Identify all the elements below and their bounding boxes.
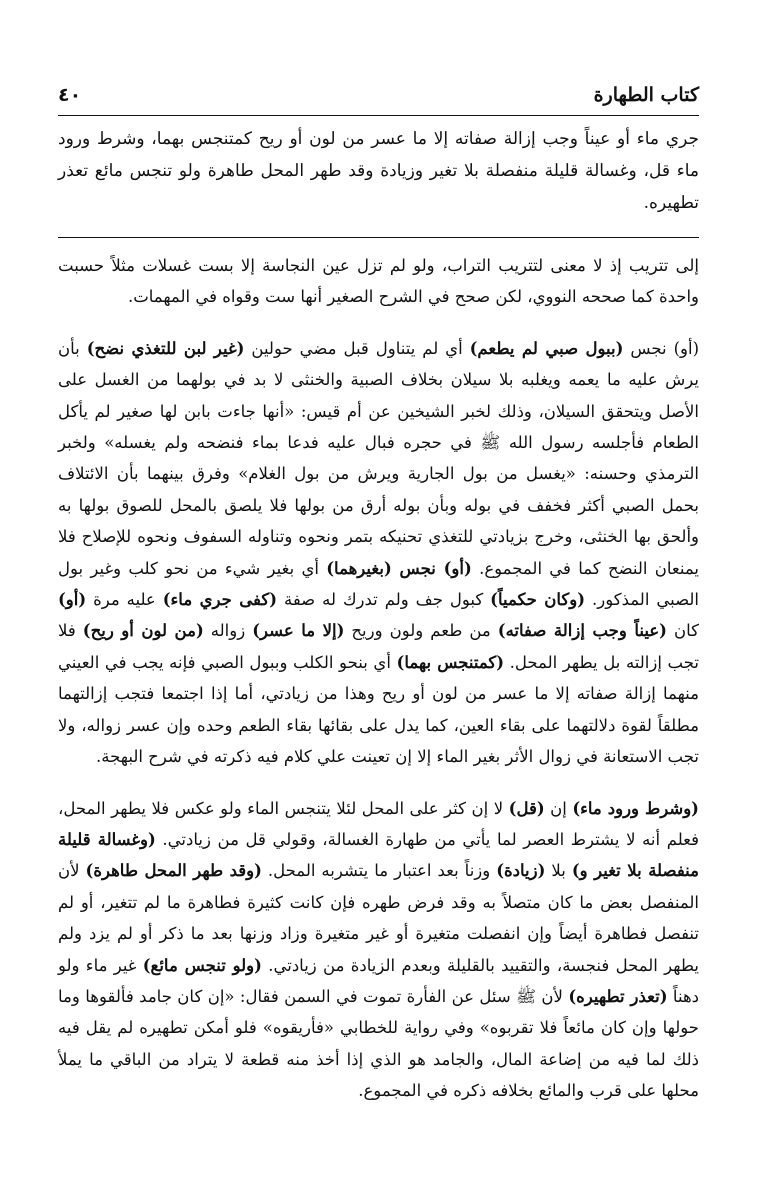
commentary-text: وزناً بعد اعتبار ما يتشربه المحل.: [261, 861, 497, 881]
matn-quote: (عيناً وجب إزالة صفاته): [497, 621, 667, 641]
matn-quote: (غير لبن للتغذي نضح): [86, 338, 245, 358]
commentary-text: فلا تجب إزالته بل يطهر المحل.: [58, 621, 699, 672]
commentary-paragraph: [58, 333, 699, 773]
commentary-text: لأن ﷺ سئل عن الفأرة تموت في السمن فقال: «إن كان جامد فألقوها وما حولها وإن كان مائعاً فلا تقربوه» وفي رواية للخطابي «فأريقوه» فلو أمكن تطهيره لم يقل فيه ذلك لما فيه من إضاعة المال، والجامد هو الذي إذا أخذ منه قطعة لا يتراد من الباقي ما يملأ محلها على قرب والمائع بخلافه ذكره في المجموع.: [58, 986, 699, 1101]
commentary-text: عليه مرة: [86, 590, 163, 610]
matn-quote: (زيادة): [496, 861, 546, 881]
matn-quote: (قل): [508, 798, 545, 818]
matn-quote: (ببول صبي لم يطعم): [469, 338, 624, 358]
matn-quote: (وكان حكمياً): [490, 590, 586, 610]
page-header: [58, 80, 699, 110]
matn-quote: (أو): [58, 590, 87, 610]
matn-quote: (وغسالة قليلة منفصلة بلا تغير و): [58, 829, 699, 881]
commentary-text: لا إن كثر على المحل لئلا يتنجس الماء ولو عكس فلا يطهر المحل، فعلم أنه لا يشترط العصر لما يأتي من طهارة الغسالة، وقولي قل من زيادتي.: [58, 798, 700, 849]
commentary-paragraph: [58, 793, 699, 1107]
commentary-text: أي بغير شيء من نحو كلب وغير بول الصبي المذكور.: [58, 558, 700, 610]
commentary-text: كان: [666, 621, 700, 641]
commentary-text: أي لم يتناول قبل مضي حولين: [244, 338, 470, 358]
matn-quote: (من لون أو ريح): [82, 621, 204, 641]
matn-separator-rule: [58, 237, 699, 238]
commentary-text: غير ماء ولو دهناً: [58, 955, 699, 1006]
commentary-text: لأن المنفصل بعض ما كان متصلاً به وقد فرض طهره فإن كانت كثيرة فطاهرة ما لم تتغير، أو لم تنفصل فطاهرة أيضاً وإن انفصلت متغيرة أو غير متغيرة وزاد وزنها بعد ما ذكر أو لم يزد ولم يطهر المحل فنجسة، والتقييد بالقليلة وبعدم الزيادة من زيادتي.: [58, 861, 700, 975]
matn-quote: (كمتنجس بهما): [396, 652, 505, 672]
matn-quote: (ولو تنجس مائع): [142, 955, 262, 975]
commentary-text: إن: [544, 798, 573, 818]
matn-quote: (تعذر تطهيره): [568, 986, 668, 1006]
matn-quote: (وشرط ورود ماء): [572, 798, 699, 818]
matn-quote: (أو) نجس (بغيرهما): [326, 558, 472, 578]
page-number: ٤٠: [58, 84, 82, 106]
commentary-text: بأن يرش عليه ما يعمه ويغلبه بلا سيلان بخلاف الصبية والخنثى لا بد في بولهما من الغسل على الأصل ويتحقق السيلان، وذلك لخبر الشيخين عن أم قيس: «أنها جاءت بابن لها صغير لم يأكل الطعام فأجلسه رسول الله ﷺ في حجره فبال عليه فدعا بماء فنضحه ولم يغسله» ولخبر الترمذي وحسنه: «يغسل من بول الجارية ويرش من بول الغلام» وفرق بينهما بأن الائتلاف بحمل الصبي أكثر فخفف في بوله وبأن بوله أرق من بولها فلا يلصق بالمحل للصوق بولها به وألحق بها الخنثى، وخرج بزيادتي للتغذي تحنيكه بتمر ونحوه وتناوله السفوف ونحوه للإصلاح فلا يمنعان النضح كما في المجموع.: [58, 338, 699, 578]
commentary-text: من طعم ولون وريح: [344, 621, 498, 641]
matn-quote: (وقد طهر المحل طاهرة): [85, 861, 262, 881]
commentary-paragraph: إلى تتريب إذ لا معنى لتتريب التراب، ولو لم تزل عين النجاسة إلا بست غسلات مثلاً حسبت واحدة كما صححه النووي، لكن صحح في الشرح الصغير أنها ست وقواه في المهمات.: [58, 256, 699, 307]
running-title: كتاب الطهارة: [593, 84, 699, 106]
matn-quote: (كفى جري ماء): [162, 590, 278, 610]
commentary-text: بلا: [545, 861, 572, 881]
matn-quote: (إلا ما عسر): [252, 621, 345, 641]
commentary-text: زواله: [203, 621, 253, 641]
commentary: [58, 250, 699, 1127]
commentary-text: كبول جف ولم تدرك له صفة: [277, 590, 491, 610]
header-rule: [58, 115, 699, 116]
matn-text: جري ماء أو عيناً وجب إزالة صفاته إلا ما عسر من لون أو ريح كمتنجس بهما، وشرط ورود ماء قل، وغسالة قليلة منفصلة بلا تغير وزيادة وقد طهر المحل طاهرة ولو تنجس مائع تعذر تطهيره.: [58, 129, 699, 213]
commentary-text: أي بنحو الكلب وببول الصبي فإنه يجب في العيني منهما إزالة صفاته إلا ما عسر من لون أو ريح وهذا من زيادتي، أما إذا اجتمعا فتجب إزالتهما مطلقاً لقوة دلالتهما على بقاء العين، كما يدل على بقائها بقاء الطعم وحده وإن عسر زواله، ولا تجب الاستعانة في زوال الأثر بغير الماء إلا إن تعينت علي كلام فيه ذكرته في شرح البهجة.: [58, 652, 699, 767]
commentary-text: (أو) نجس: [623, 338, 700, 358]
